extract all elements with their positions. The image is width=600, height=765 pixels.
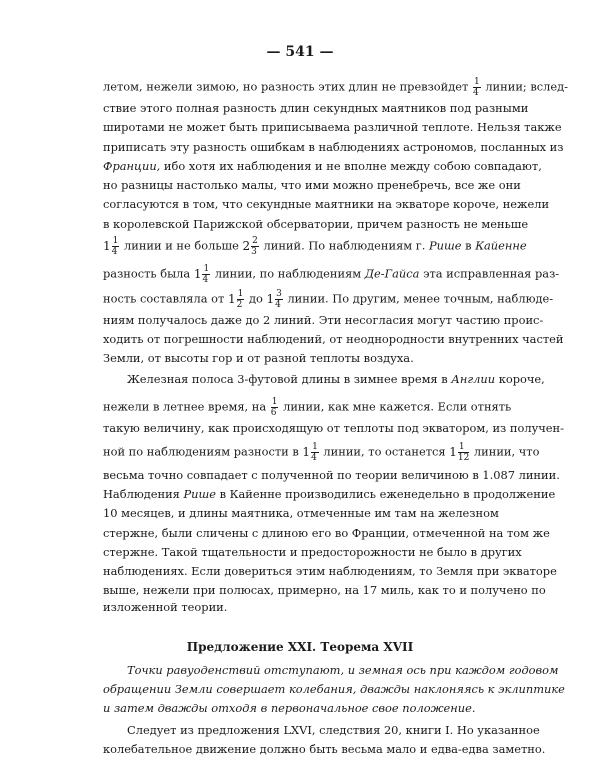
text-line: 10 месяцев, и длины маятника, отмеченные им там на железном bbox=[103, 506, 499, 520]
text-line: Наблюдения Рише в Кайенне производились еженедельно в продолжение bbox=[103, 487, 556, 501]
text-line: Следует из предложения LXVI, следствия 20, книги I. Но указанное bbox=[127, 723, 540, 737]
text-line: 1 $\frac{1}{4}$ линии и не больше 2 $\frac{2}{3}$ линий. По наблюдениям г. Рише в Кайенне bbox=[103, 236, 527, 257]
text-line: ствие этого полная разность длин секундных маятников под разными bbox=[103, 101, 529, 115]
text-line: ность составляла от 1 $\frac{1}{2}$ до 1 $\frac{3}{4}$ линии. По другим, менее точным, наблюде- bbox=[103, 289, 554, 310]
text-line: обращении Земли совершает колебания, дважды наклоняясь к эклиптике bbox=[103, 682, 565, 696]
fraction: $\frac{1}{4}$ bbox=[472, 77, 480, 98]
page-number: — 541 — bbox=[266, 44, 334, 60]
text-line: стержне. Такой тщательности и предосторожности не было в других bbox=[103, 545, 522, 559]
fraction: $\frac{1}{4}$ bbox=[202, 264, 210, 285]
text-line: нежели в летнее время, на $\frac{1}{6}$ линии, как мне кажется. Если отнять bbox=[103, 397, 512, 418]
text-line: широтами не может быть приписываема различной теплоте. Нельзя также bbox=[103, 120, 562, 134]
fraction: $\frac{1}{4}$ bbox=[311, 442, 318, 463]
text-line: Земли, от высоты гор и от разной теплоты воздуха. bbox=[103, 351, 414, 365]
fraction: $\frac{1}{2}$ bbox=[236, 289, 244, 310]
fraction: $\frac{1}{4}$ bbox=[111, 236, 119, 257]
text-line: выше, нежели при полюсах, примерно, на 17 миль, как то и получено по bbox=[103, 583, 546, 597]
text-line: приписать эту разность ошибкам в наблюдениях астрономов, посланных из bbox=[103, 140, 564, 154]
fraction: $\frac{2}{3}$ bbox=[251, 236, 258, 257]
text-line: согласуются в том, что секундные маятники на экваторе короче, нежели bbox=[103, 197, 550, 211]
fraction: $\frac{3}{4}$ bbox=[275, 289, 282, 310]
text-line: колебательное движение должно быть весьма мало и едва-едва заметно. bbox=[103, 742, 546, 756]
text-line: и затем дважды отходя в первоначальное свое положение. bbox=[103, 701, 476, 715]
text-line: ниям получалось даже до 2 линий. Эти несогласия могут частию проис- bbox=[103, 313, 544, 327]
text-line: летом, нежели зимою, но разность этих длин не превзойдет $\frac{1}{4}$ линии; вслед- bbox=[103, 77, 569, 98]
text-line: стержне, были сличены с длиною его во Франции, отмеченной на том же bbox=[103, 526, 550, 540]
fraction: $\frac{1}{6}$ bbox=[270, 397, 278, 418]
text-line: Железная полоса 3-футовой длины в зимнее время в Англии короче, bbox=[127, 372, 545, 386]
text-line: наблюдениях. Если довериться этим наблюдениям, то Земля при экваторе bbox=[103, 564, 557, 578]
text-line: Франции, ибо хотя их наблюдения и не вполне между собою совпадают, bbox=[103, 159, 542, 173]
text-line: но разницы настолько малы, что ими можно пренебречь, все же они bbox=[103, 178, 521, 192]
text-line: ходить от погрешности наблюдений, от неоднородности внутренних частей bbox=[103, 332, 564, 346]
text-line: изложенной теории. bbox=[103, 600, 228, 614]
text-line: такую величину, как происходящую от теплоты под экватором, из получен- bbox=[103, 421, 564, 435]
section-heading: Предложение XXI. Теорема XVII bbox=[186, 640, 414, 654]
text-line: разность была 1 $\frac{1}{4}$ линии, по наблюдениям Де-Гайса эта исправленная раз- bbox=[103, 264, 560, 285]
fraction: $\frac{1}{12}$ bbox=[457, 442, 470, 463]
text-line: ной по наблюдениям разности в 1 $\frac{1}{4}$ линии, то останется 1 $\frac{1}{12}$ линии, что bbox=[103, 442, 540, 463]
text-line: Точки равуоденствий отступают, и земная ось при каждом годовом bbox=[127, 663, 559, 677]
text-line: весьма точно совпадает с полученной по теории величиною в 1.087 линии. bbox=[103, 468, 560, 482]
text-line: в королевской Парижской обсерватории, причем разность не меньше bbox=[103, 217, 529, 231]
